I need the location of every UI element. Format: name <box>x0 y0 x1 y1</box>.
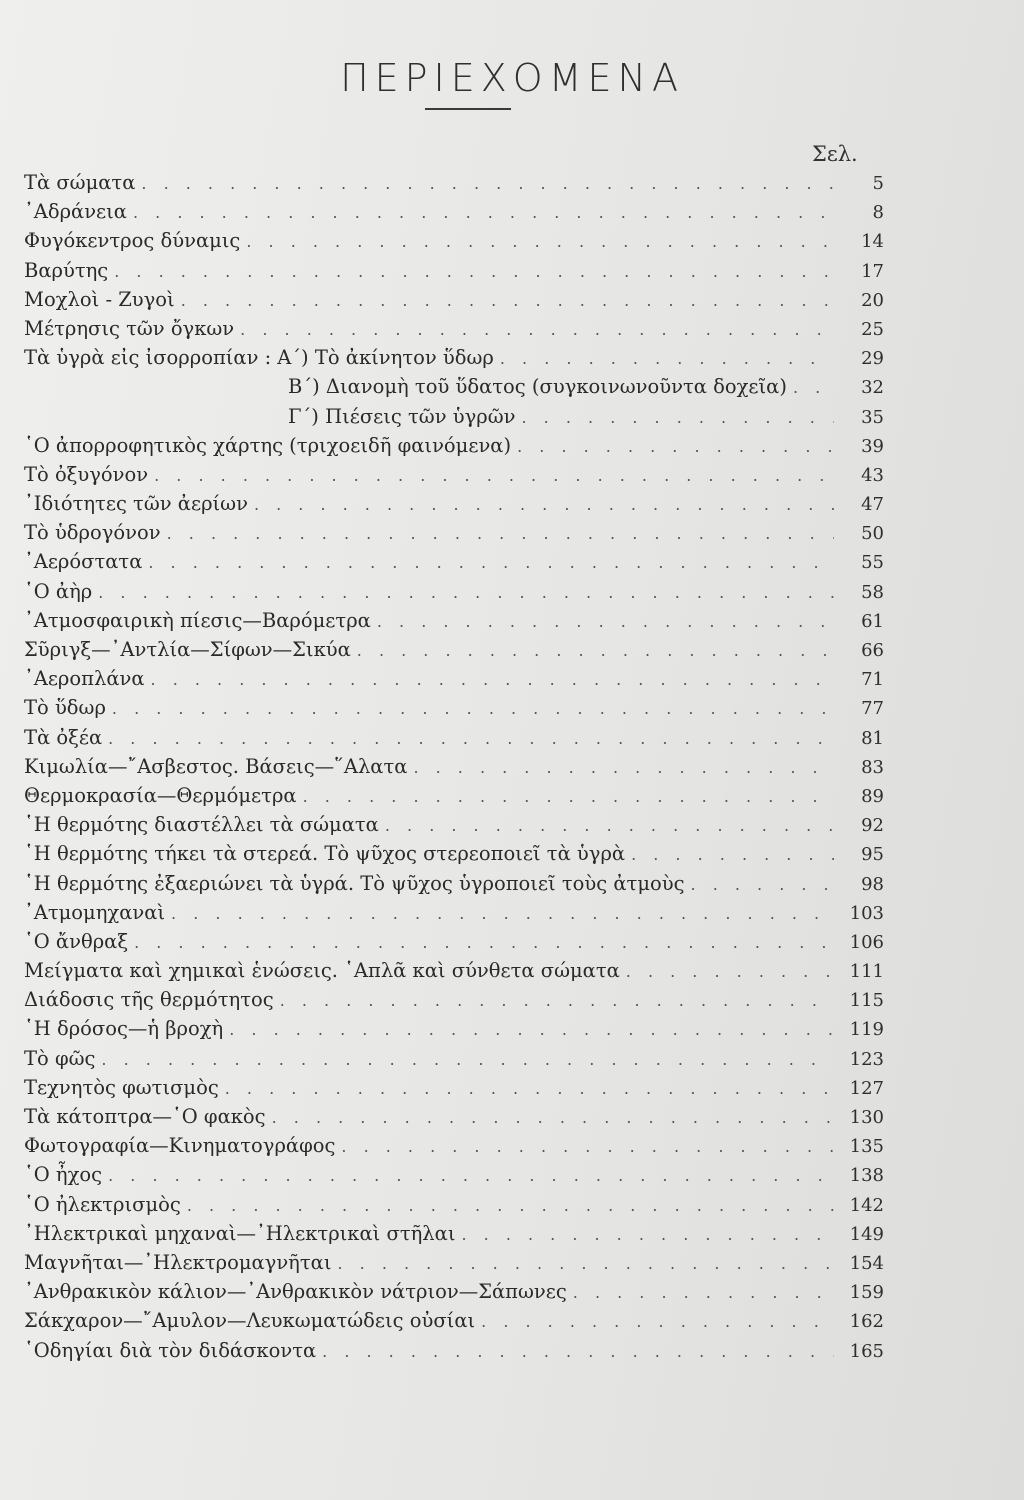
toc-entry <box>24 693 884 722</box>
dot-leader <box>141 169 834 198</box>
toc-entry-page-number: 20 <box>861 289 884 311</box>
dot-leader <box>322 1337 834 1366</box>
toc-entry-title: ῾Η θερμότης τήκει τὰ στερεά. Τὸ ψῦχος στερεοποιεῖ τὰ ὑγρὰ <box>24 842 626 866</box>
dot-leader <box>167 519 834 548</box>
dot-leader <box>573 1278 834 1307</box>
toc-entry-title: Μέτρησις τῶν ὄγκων <box>24 316 235 340</box>
toc-entry <box>24 431 884 460</box>
dot-leader <box>229 1015 834 1044</box>
toc-entry-title: Τὸ ὕδωρ <box>24 696 106 720</box>
toc-entry-page-number: 130 <box>849 1107 884 1128</box>
toc-entry-label <box>24 1014 223 1043</box>
dot-leader <box>377 607 834 636</box>
toc-entry-label <box>24 723 102 752</box>
toc-entry <box>24 664 884 693</box>
toc-entry-label <box>24 1190 181 1219</box>
toc-entry <box>24 547 884 576</box>
dot-leader <box>171 899 834 928</box>
toc-entry-page-number: 66 <box>861 640 884 661</box>
toc-entry-title: ῾Η θερμότης ἐξαεριώνει τὰ ὑγρά. Τὸ ψῦχος ὑγροποιεῖ τοὺς ἀτμοὺς <box>24 871 685 895</box>
toc-entry-label <box>24 1102 266 1131</box>
toc-entry <box>24 168 884 197</box>
dot-leader <box>303 782 834 811</box>
toc-entry-label <box>24 664 145 693</box>
toc-entry-label <box>24 1248 331 1277</box>
dot-leader <box>357 636 834 665</box>
dot-leader <box>134 928 834 957</box>
toc-entry-title: Τὸ ὀξυγόνον <box>24 462 149 486</box>
toc-entry <box>24 985 884 1014</box>
toc-entry-label <box>24 518 161 547</box>
page-column-label: Σελ. <box>812 142 858 166</box>
toc-entry <box>24 1219 884 1248</box>
toc-entry-page-number: 81 <box>861 727 884 749</box>
table-of-contents <box>24 168 884 1365</box>
toc-entry-page-number: 127 <box>849 1077 884 1099</box>
toc-entry-label <box>24 839 625 868</box>
toc-entry-label <box>24 256 108 285</box>
dot-leader <box>151 665 834 694</box>
toc-entry-page-number: 135 <box>849 1136 884 1158</box>
toc-entry-page-number: 47 <box>861 494 884 516</box>
toc-entry <box>24 1160 884 1189</box>
toc-entry-page-number: 39 <box>861 435 884 457</box>
toc-entry-title: Σάκχαρον—῎Αμυλον—Λευκωματώδεις οὐσίαι <box>24 1309 476 1333</box>
toc-entry-label <box>288 402 516 431</box>
dot-leader <box>272 1103 834 1132</box>
toc-entry <box>24 256 884 285</box>
dot-leader <box>461 1220 834 1249</box>
toc-entry-title: ῾Η δρόσος—ἡ βροχὴ <box>24 1017 224 1041</box>
toc-entry-label <box>288 372 787 401</box>
toc-entry-page-number: 50 <box>861 523 884 545</box>
dot-leader <box>522 403 835 432</box>
toc-entry-title: ῾Ο ἄνθραξ <box>24 929 129 953</box>
toc-entry-label <box>24 927 128 956</box>
toc-entry-label <box>24 956 620 985</box>
toc-entry-page-number: 77 <box>861 698 884 720</box>
toc-entry-title: ᾿Αδράνεια <box>24 200 127 224</box>
page-title: ΠΕΡΙΕΧΟΜΕΝΑ <box>340 56 684 100</box>
toc-entry-page-number: 165 <box>849 1340 884 1362</box>
toc-entry <box>24 577 884 606</box>
toc-entry-page-number: 95 <box>861 844 884 866</box>
toc-entry-title: Τεχνητὸς φωτισμὸς <box>24 1075 219 1099</box>
toc-entry-page-number: 119 <box>849 1019 884 1041</box>
toc-entry-title: Φωτογραφία—Κινηματογράφος <box>24 1134 336 1158</box>
toc-entry-label <box>24 1073 219 1102</box>
toc-entry <box>24 1248 884 1277</box>
toc-entry <box>24 1336 884 1365</box>
toc-entry-title: Τὸ φῶς <box>24 1046 96 1070</box>
dot-leader <box>341 1132 834 1161</box>
toc-entry <box>24 372 884 401</box>
toc-entry-title: ῾Ο ἠλεκτρισμὸς <box>24 1192 181 1216</box>
toc-entry-page-number: 5 <box>872 173 884 194</box>
toc-entry-page-number: 142 <box>849 1194 884 1216</box>
toc-entry-page-number: 55 <box>861 552 884 574</box>
toc-entry <box>24 1277 884 1306</box>
dot-leader <box>337 1249 834 1278</box>
dot-leader <box>254 490 834 519</box>
toc-entry-title: ᾿Ιδιότητες τῶν ἀερίων <box>24 492 248 516</box>
toc-entry-page-number: 115 <box>849 990 884 1012</box>
dot-leader <box>225 1074 834 1103</box>
dot-leader <box>108 724 834 753</box>
dot-leader <box>114 257 834 286</box>
toc-entry <box>24 1131 884 1160</box>
toc-entry-label <box>24 898 165 927</box>
toc-entry-page-number: 98 <box>861 873 884 895</box>
toc-entry-title: ῾Ο ἀπορροφητικὸς χάρτης (τριχοειδῆ φαινόμενα) <box>24 433 512 457</box>
toc-entry-title: Βαρύτης <box>24 258 109 282</box>
toc-entry-label <box>24 635 351 664</box>
toc-entry-label <box>24 1160 102 1189</box>
toc-entry-page-number: 149 <box>849 1223 884 1245</box>
dot-leader <box>187 1191 834 1220</box>
toc-entry <box>24 1073 884 1102</box>
toc-entry-label <box>24 431 511 460</box>
toc-entry-label <box>24 460 148 489</box>
toc-entry-title: Α΄) Τὸ ἀκίνητον ὕδωρ <box>277 346 494 370</box>
toc-entry-title: ῾Η θερμότης διαστέλλει τὰ σώματα <box>24 813 379 837</box>
dot-leader <box>181 286 834 315</box>
dot-leader <box>481 1307 834 1336</box>
toc-entry-page-number: 29 <box>861 348 884 370</box>
toc-entry-label <box>24 810 379 839</box>
toc-entry-page-number: 32 <box>861 377 884 399</box>
toc-entry-page-number: 159 <box>849 1282 884 1304</box>
toc-entry <box>24 956 884 985</box>
dot-leader <box>280 986 834 1015</box>
toc-entry <box>24 839 884 868</box>
toc-entry-label <box>24 752 407 781</box>
dot-leader <box>112 694 834 723</box>
toc-entry-page-number: 92 <box>861 815 884 837</box>
dot-leader <box>98 578 834 607</box>
toc-entry-title: ᾿Αεροπλάνα <box>24 667 145 691</box>
toc-entry-label <box>24 577 92 606</box>
toc-entry-label <box>24 693 106 722</box>
toc-entry-label <box>24 314 234 343</box>
toc-entry-label <box>24 547 142 576</box>
toc-entry <box>24 723 884 752</box>
toc-entry-page-number: 43 <box>861 464 884 486</box>
toc-entry <box>24 635 884 664</box>
toc-entry-label <box>24 1131 335 1160</box>
toc-entry <box>24 869 884 898</box>
dot-leader <box>108 1161 834 1190</box>
toc-entry-prefix: Τὰ ὑγρὰ εἰς ἰσορροπίαν : <box>24 346 272 370</box>
toc-entry-title: ᾿Ανθρακικὸν κάλιον—᾿Ανθρακικὸν νάτριον—Σάπωνες <box>24 1280 567 1304</box>
toc-entry-page-number: 61 <box>861 610 884 632</box>
toc-entry-title: ᾿Ηλεκτρικαὶ μηχαναὶ—᾿Ηλεκτρικαὶ στῆλαι <box>24 1221 456 1245</box>
toc-entry <box>24 489 884 518</box>
toc-entry <box>24 1044 884 1073</box>
toc-entry <box>24 518 884 547</box>
toc-entry-title: Γ΄) Πιέσεις τῶν ὑγρῶν <box>288 404 516 428</box>
toc-entry-label <box>24 168 135 197</box>
dot-leader <box>133 198 834 227</box>
toc-entry-page-number: 162 <box>849 1311 884 1333</box>
toc-entry-page-number: 35 <box>861 406 884 428</box>
dot-leader <box>246 227 834 256</box>
dot-leader <box>500 344 834 373</box>
toc-entry-title: ᾿Ατμοσφαιρικὴ πίεσις—Βαρόμετρα <box>24 608 371 632</box>
toc-entry-title: ᾿Ατμομηχαναὶ <box>24 900 166 924</box>
toc-entry-title: Τὰ ὀξέα <box>24 725 103 749</box>
toc-entry-label <box>24 226 240 255</box>
toc-entry-page-number: 8 <box>872 202 884 224</box>
toc-entry-title: ῾Ο ἦχος <box>24 1163 103 1187</box>
toc-entry-title: ᾿Αερόστατα <box>24 550 143 574</box>
toc-entry-page-number: 25 <box>861 318 884 340</box>
dot-leader <box>101 1045 834 1074</box>
toc-entry <box>24 606 884 635</box>
toc-entry <box>24 226 884 255</box>
toc-entry-page-number: 89 <box>861 785 884 807</box>
dot-leader <box>148 548 834 577</box>
dot-leader <box>240 315 834 344</box>
toc-entry-label <box>24 606 371 635</box>
toc-entry-label <box>24 869 685 898</box>
toc-entry-page-number: 103 <box>849 902 884 924</box>
dot-leader <box>626 957 834 986</box>
toc-entry-title: Μαγνῆται—᾿Ηλεκτρομαγνῆται <box>24 1250 332 1274</box>
toc-entry <box>24 1190 884 1219</box>
toc-entry <box>24 1014 884 1043</box>
toc-entry-page-number: 14 <box>861 231 884 253</box>
toc-entry <box>24 197 884 226</box>
dot-leader <box>154 461 834 490</box>
toc-entry <box>24 1306 884 1335</box>
toc-entry-page-number: 111 <box>849 961 884 983</box>
toc-entry-page-number: 17 <box>861 260 884 282</box>
toc-entry <box>24 460 884 489</box>
toc-entry-page-number: 71 <box>861 669 884 691</box>
dot-leader <box>517 432 834 461</box>
toc-entry-page-number: 83 <box>861 756 884 778</box>
toc-entry-label <box>24 1336 316 1365</box>
toc-entry <box>24 1102 884 1131</box>
toc-entry-page-number: 154 <box>849 1252 884 1274</box>
toc-entry-label <box>24 985 274 1014</box>
toc-entry <box>24 752 884 781</box>
toc-entry-label <box>24 1306 475 1335</box>
toc-entry-label <box>24 1044 95 1073</box>
toc-entry <box>24 285 884 314</box>
toc-entry-page-number: 123 <box>849 1048 884 1070</box>
toc-entry-page-number: 138 <box>849 1165 884 1187</box>
toc-entry-label <box>24 1219 455 1248</box>
toc-entry-title: Τὸ ὑδρογόνον <box>24 521 161 545</box>
toc-entry <box>24 898 884 927</box>
toc-entry-title: Φυγόκεντρος δύναμις <box>24 229 241 253</box>
toc-entry <box>24 402 884 431</box>
toc-entry-label <box>24 489 248 518</box>
toc-entry-title: Μοχλοὶ - Ζυγοὶ <box>24 287 175 311</box>
toc-entry-title: Τὰ κάτοπτρα—῾Ο φακὸς <box>24 1105 266 1128</box>
toc-entry-label <box>24 197 127 226</box>
toc-entry-title: Μείγματα καὶ χημικαὶ ἑνώσεις. ῾Απλᾶ καὶ σύνθετα σώματα <box>24 959 620 983</box>
dot-leader <box>691 870 834 899</box>
toc-entry-title: Τὰ σώματα <box>24 171 136 194</box>
toc-entry-page-number: 106 <box>849 931 884 953</box>
toc-entry-label <box>24 1277 567 1306</box>
dot-leader <box>413 753 834 782</box>
toc-entry-label <box>24 781 297 810</box>
toc-entry-page-number: 58 <box>861 581 884 603</box>
toc-entry-title: Β΄) Διανομὴ τοῦ ὕδατος (συγκοινωνοῦντα δοχεῖα) <box>288 375 787 399</box>
dot-leader <box>793 373 834 402</box>
toc-entry-title: Σῦριγξ—᾿Αντλία—Σίφων—Σικύα <box>24 638 351 661</box>
toc-entry <box>24 314 884 343</box>
title-underline <box>425 108 511 110</box>
dot-leader <box>385 811 834 840</box>
toc-entry-title: Κιμωλία—῎Ασβεστος. Βάσεις—῞Αλατα <box>24 754 408 778</box>
toc-entry-title: ῾Οδηγίαι διὰ τὸν διδάσκοντα <box>24 1338 317 1362</box>
toc-entry-title: ῾Ο ἀὴρ <box>24 579 93 603</box>
toc-entry-title: Θερμοκρασία—Θερμόμετρα <box>24 783 297 807</box>
dot-leader <box>631 840 834 869</box>
toc-entry-label <box>24 285 175 314</box>
toc-entry <box>24 343 884 372</box>
toc-entry <box>24 927 884 956</box>
toc-entry-title: Διάδοσις τῆς θερμότητος <box>24 988 274 1012</box>
toc-entry-label <box>24 343 494 372</box>
toc-entry <box>24 810 884 839</box>
toc-entry <box>24 781 884 810</box>
